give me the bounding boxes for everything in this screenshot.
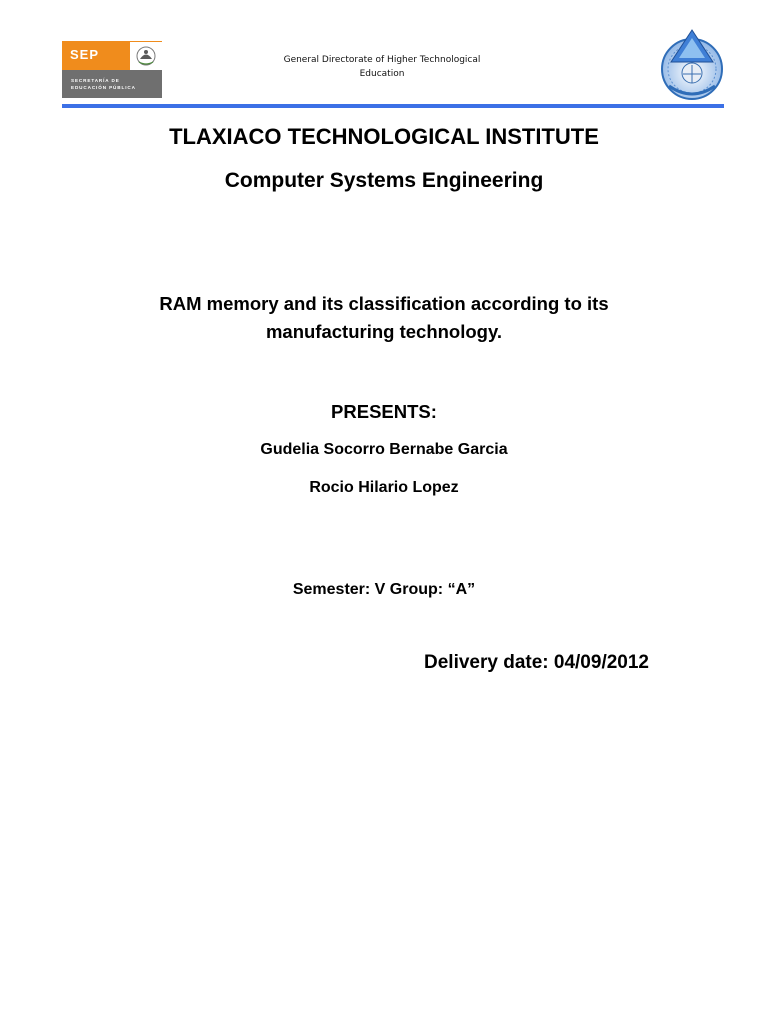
- semester-group-line: Semester: V Group: “A”: [292, 581, 476, 598]
- mexican-eagle-emblem-icon: [130, 42, 162, 70]
- program-title: Computer Systems Engineering: [224, 169, 544, 192]
- author-name: Rocio Hilario Lopez: [309, 479, 459, 496]
- directorate-heading: General Directorate of Higher Technological Education: [283, 55, 481, 79]
- sep-logo-top-band: [62, 41, 162, 70]
- presents-label: PRESENTS:: [331, 401, 437, 422]
- institute-title: TLAXIACO TECHNOLOGICAL INSTITUTE: [169, 124, 599, 149]
- institute-emblem-icon: [655, 28, 729, 102]
- header-divider: [62, 104, 724, 108]
- delivery-date: Delivery date: 04/09/2012: [424, 652, 649, 673]
- report-topic: RAM memory and its classification according to its manufacturing technology.: [159, 293, 609, 342]
- sep-logo-subtitle: SECRETARÍA DE EDUCACIÓN PÚBLICA: [71, 78, 136, 90]
- sep-logo-brand: SEP: [70, 47, 100, 62]
- sep-logo-bottom-band: [62, 70, 162, 98]
- author-name: Gudelia Socorro Bernabe Garcia: [260, 441, 508, 458]
- sep-logo: [62, 41, 162, 98]
